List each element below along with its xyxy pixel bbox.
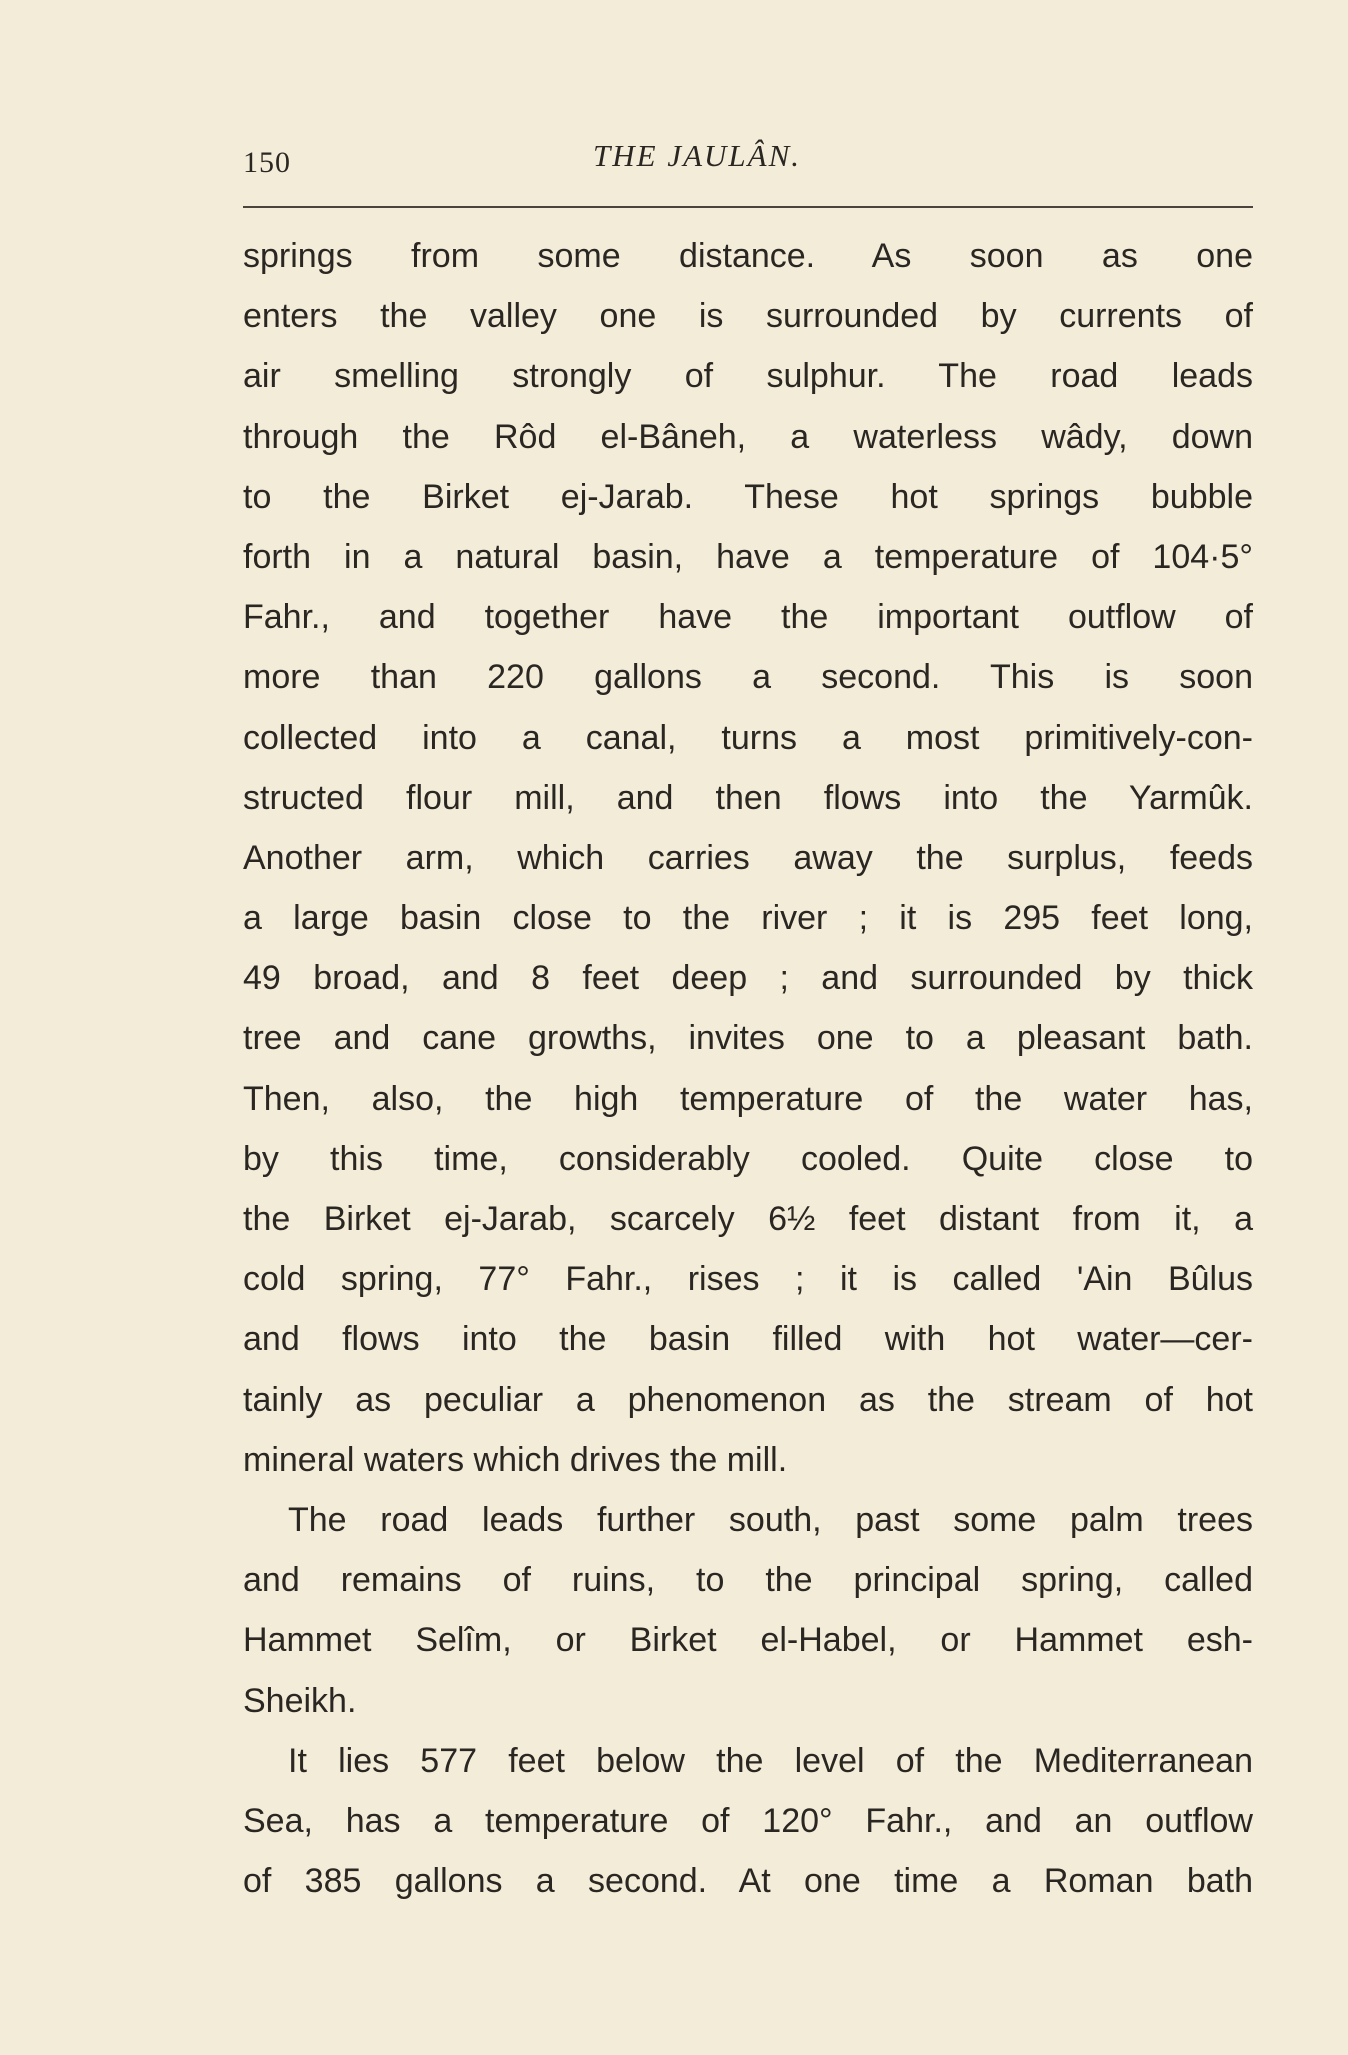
text-line: Fahr., and together have the important outflow of: [243, 598, 1253, 637]
text-line: mineral waters which drives the mill.: [243, 1440, 788, 1479]
text-line: springs from some distance. As soon as one: [243, 237, 1253, 275]
text-line: the Birket ej-Jarab, scarcely 6½ feet distant from it, a: [243, 1200, 1253, 1238]
text-line: more than 220 gallons a second. This is soon: [243, 658, 1253, 697]
text-line: forth in a natural basin, have a temperature of 104·5°: [243, 537, 1253, 576]
text-line: enters the valley one is surrounded by currents of: [243, 297, 1253, 336]
text-line: It lies 577 feet below the level of the Mediterranean: [288, 1741, 1253, 1780]
page-header: [243, 138, 1253, 198]
text-line: and remains of ruins, to the principal spring, called: [243, 1561, 1253, 1600]
text-line: to the Birket ej-Jarab. These hot springs bubble: [243, 477, 1253, 516]
text-line: collected into a canal, turns a most primitively-con-: [243, 718, 1253, 757]
page-number: 150: [243, 146, 291, 179]
text-line: Hammet Selîm, or Birket el-Habel, or Hammet esh-: [243, 1621, 1253, 1660]
text-line: tree and cane growths, invites one to a pleasant bath.: [243, 1019, 1253, 1058]
body-text: [243, 226, 1253, 1911]
header-rule: [243, 206, 1253, 208]
text-line: cold spring, 77° Fahr., rises ; it is called 'Ain Bûlus: [243, 1260, 1253, 1299]
text-line: Then, also, the high temperature of the water has,: [243, 1079, 1253, 1118]
text-line: tainly as peculiar a phenomenon as the stream of hot: [243, 1380, 1253, 1419]
text-line: through the Rôd el-Bâneh, a waterless wâdy, down: [243, 417, 1253, 456]
text-line: of 385 gallons a second. At one time a Roman bath: [243, 1862, 1253, 1901]
text-line: Sea, has a temperature of 120° Fahr., and an outflow: [243, 1801, 1253, 1840]
text-line: structed flour mill, and then flows into the Yarmûk.: [243, 778, 1253, 817]
text-line: Another arm, which carries away the surplus, feeds: [243, 838, 1253, 877]
text-line: Sheikh.: [243, 1681, 357, 1720]
running-title: THE JAULÂN.: [593, 138, 801, 173]
text-line: air smelling strongly of sulphur. The road leads: [243, 357, 1253, 396]
text-line: by this time, considerably cooled. Quite close to: [243, 1139, 1253, 1178]
text-line: 49 broad, and 8 feet deep ; and surrounded by thick: [243, 959, 1253, 998]
text-line: and flows into the basin filled with hot water—cer-: [243, 1320, 1253, 1359]
text-line: The road leads further south, past some palm trees: [288, 1500, 1253, 1539]
text-line: a large basin close to the river ; it is 295 feet long,: [243, 899, 1253, 938]
